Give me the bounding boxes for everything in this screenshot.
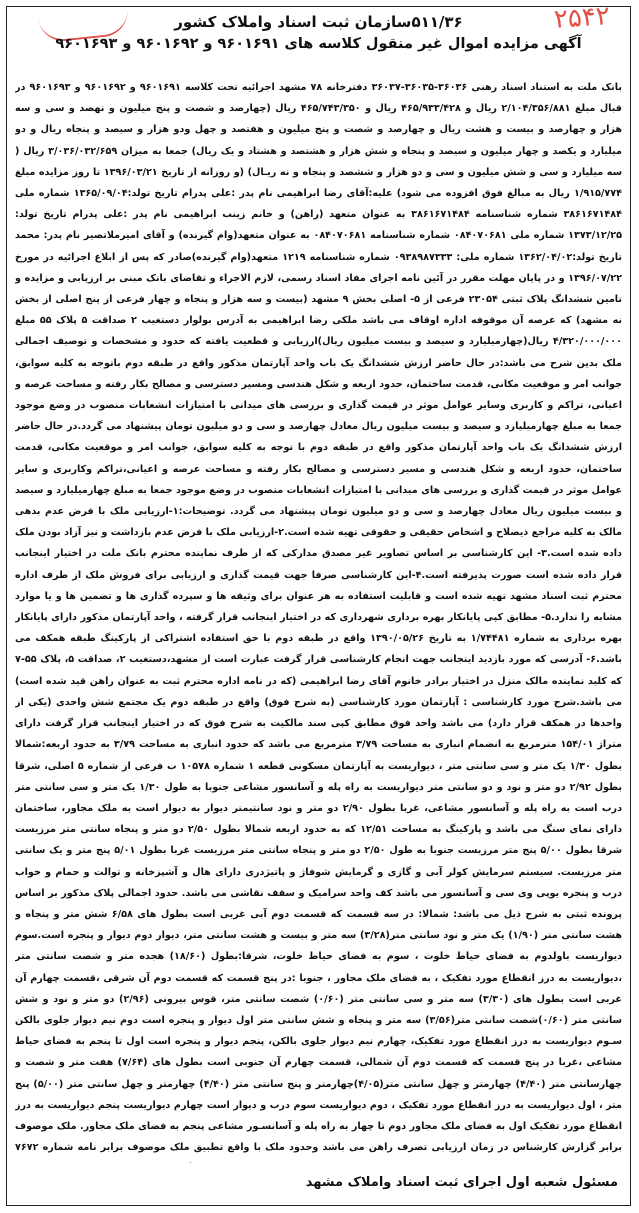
signature-line: مسئول شعبه اول اجرای ثبت اسناد واملاک مشهد	[305, 1175, 618, 1190]
notice-page	[6, 1, 631, 1206]
notice-header	[17, 11, 620, 55]
organization-title: ۵۱۱/۳۶سازمان ثبت اسناد واملاک کشور	[174, 13, 463, 31]
notice-body	[15, 77, 622, 1163]
notice-paragraph-details: توضیحات:۱-ارزیابی ملک با فرض عدم بدهی مالک به کلیه مراجع ذیصلاح و اشخاص حقیقی و حقوقی تهیه شده است.۲-ارزیابی ملک با فرض عدم بازداشت و نیز آزاد بودن ملک داده شده است.۳- این کارشناسی بر اساس تصاویر غیر مصدق مدارکی که از طرف نماینده محترم بانک ملت در اختیار اینجانب قرار داده شده است صورت پذیرفته است.۴-این کارشناسی صرفا جهت قیمت گذاری و ارزیابی برای فروش ملک از طرف اداره محترم ثبت اسناد مشهد تهیه شده است و قابلیت استفاده به هر عنوان برای وثیقه ها و سپرده گذاری ها و تضمین ها و یا موارد مشابه را ندارد.۵- مطابق کپی پایانکار بهره برداری شهرداری که در اختیار اینجانب قرار گرفته ، واحد آپارتمان مذکور دارای پایانکار بهره برداری به شماره ۱/۷۴۴۸۱ به تاریخ ۱۳۹۰/۰۵/۲۶ واقع در طبقه دوم با حق استفاده اشتراکی از پارکینگ طبقه همکف می باشد.۶- آدرسی که مورد بازدید اینجانب جهت انجام کارشناسی قرار گرفت عبارت است از مشهد،دستغیب ۲، صداقت ۵، پلاک ۵۵-۷ که کلید نماینده مالک منزل در اختیار برادر خانوم آقای رضا ابراهیمی (که در نامه اداره محترم ثبت به عنوان راهن قید شده است) می باشد.شرح مورد کارشناسی : آپارتمان مورد کارشناسی (به شرح فوق) واقع در طبقه دوم یک مجتمع شش واحدی (یکی از واحدها در همکف قرار دارد) می باشد واحد فوق مطابق کپی سند مالکیت به شرح فوق که در اختیار اینجانب قرار گرفت دارای متراژ ۱۵۴/۰۱ مترمربع به انضمام انباری به مساحت ۳/۷۹ مترمربع می باشد که حدود انباری به مساحت ۳/۷۹ به حدود اربعه:شمالا بطول ۱/۳۰ یک متر و سی سانتی متر ، دیواریست به آپارتمان مسکونی قطعه ۱ شماره ۱۰۵۷۸ ب فرعی از شماره ۵ اصلی، شرقا بطول ۲/۹۲ دو متر و نود و دو سانتی متر دیواریست به راه پله و آسانسور مشاعی جنوبا به طول ۱/۳۰ یک متر و سی سانتی متر درب است به راه پله و آسانسور مشاعی، غربا بطول ۲/۹۰ دو متر و نود سانتیمتر دیوار به دیوار است به ملک مجاور، ساختمان دارای نمای سنگ می باشد و پارکینگ به مساحت ۱۲/۵۱ که به حدود اربعه شمالا بطول ۲/۵۰ دو متر و پنجاه سانتی متر مرزیست شرقا بطول ۵/۰۰ پنج متر مرزیست جنوبا به طول ۲/۵۰ دو متر و پنجاه سانتی متر مرزیست غربا بطول ۵/۰۱ پنج متر و یک سانتی متر مرزیست. سیستم سرمایش کولر آبی و گازی و گرمایش شوفاژ و پاتیژدری دارای هال و آشپزخانه و توالت و حمام و خواب درب و پنجره یوپی وی سی و آسانسور می باشد کف واحد سرامیک و سقف نقاشی می باشد. حدود اجمالی پلاک مذکور بر اساس پرونده ثبتی به شرح ذیل می باشد: شمالا: در سه قسمت که قسمت دوم آبی غربی است بطول های ۶/۵۸ شش متر و پنجاه و هشت سانتی متر (۱/۹۰) یک متر و نود سانتی متر(۳/۲۸) سه متر و بیست و هشت سانتی متر، دیوار دوم دیوار و پنجره است.سوم دیواریست باولدوم به فضای حیاط خلوت ، سوم به فضای حیاط خلوت، شرقا:بطول (۱۸/۶۰) هجده متر و شصت سانتی متر ،دیواریست به درز انقطاع مورد تفکیک ، به فضای ملک مجاور ، جنوبا :در پنج قسمت که قسمت دوم آن شرقی ،قسمت چهارم آن غربی است بطول های (۳/۳۰) سه متر و سی سانتی متر (۰/۶۰) شصت سانتی متر، قوس بیرونی (۲/۹۶) دو متر و نود و شش سانتی متر (۰/۶۰)شصت سانتی متر(۳/۵۶) سه متر و پنجاه و شش سانتی متر اول دیوار و پنجره است دوم نیم دیوار جلوی بالکن سـوم دیواریست به درز انقطاع مورد تفکیک، چهارم نیم دیوار جلوی بالکن، پنجم دیوار و پنجره است اول تا پنجم به فضای حیاط مشاعی ،غربا در پنج قسمت که قسمت دوم آن شمالی، قسمت چهارم آن جنوبی است بطول های (۷/۶۴) هفت متر و شصت و چهارسانتی متر (۴/۴۰) چهارمتر و چهل سانتی متر(۴/۰۵)چهارمتر و پنج سانتی متر (۴/۴۰) چهارمتر و چهل سانتی متر (۵/۰۰) پنج متر ، اول دیواریست به درز انقطاع مورد تفکیک ، دوم دیواریست سوم درب و دیوار است چهارم دیواریست پنجم دیواریست به درز انقطاع مورد تفکیک اول به فضای ملک مجاور دوم تا چهار به راه پله و آسانسـور مشاعی پنجم به فضای ملک مجاور. ملک موصوف برابر گزارش کارشناس در زمان ارزیابی تصرف راهن می باشد وحدود ملک با واقع تطبیق ملک موصوف برابر نامه شماره ۷۶۷۲	[15, 506, 622, 1154]
handwritten-number: ۲۵۴۲	[553, 1, 611, 35]
notice-paragraph-main: بانک ملت به استناد اسناد رهنی ۳۶۰۳۶-۳۶۰۳۵-۳۶۰۳۷ دفترخانه ۷۸ مشهد اجرائیه تحت کلاسه ۹۶۰۱۶۹۱ و ۹۶۰۱۶۹۲ و ۹۶۰۱۶۹۳ در قبال مبلغ ۲/۱۰۴/۳۵۶/۸۸۱ ریال و ۴۶۵/۹۳۳/۴۲۸ ریال و ۴۶۵/۷۴۳/۳۵۰ ریال (چهارصد و شصت و پنج میلیون و نهصد و سی و سه هزار و چهارصد و بیست و هشت ریال و چهارصد و شصت و پنج میلیون و هفتصد و چهل ودو هزار و سیصد و پنجاه ریال و دو میلیارد و یکصد و چهار میلیون و سیصد و پنجاه و شش هزار و هشتصد و هشتاد و یک ریال) جمعا به میزان ۳/۰۳۶/۰۳۲/۶۵۹ ریال ( سه میلیارد و سی و شش میلیون و سی و دو هزار و ششصد و پنجاه و نه ریـال) (و روزانه از تاریخ ۱۳۹۶/۰۳/۲۱ تا روز مزایده مبلغ ۱/۹۱۵/۷۷۴ ریال به مبالغ فوق افزوده می شود) علیه:آقای رضا ابراهیمی نام پدر :علی پدرام تاریخ تولد:۱۳۶۵/۰۹/۰۴ شماره ملی ۳۸۶۱۶۷۱۴۸۴ شماره شناسنامه ۳۸۶۱۶۷۱۴۸۴ به عنوان متعهد (راهن) و خانم زینب ابراهیمی نام پدر :علی پدرام تاریخ تولد: ۱۳۷۳/۱۲/۲۵ شماره ملی ۰۸۴۰۷۰۶۸۱ شماره شناسنامه ۰۸۴۰۷۰۶۸۱ به عنوان متعهد(وام گیرنده) و آقای امیرملاتصیر نام پدر: محمد تاریخ تولد:۱۳۶۲/۰۴/۰۲ شماره ملی: ۰۹۳۸۹۸۷۳۳۳ شماره شناسنامه ۱۲۱۹ متعهد(وام گیرنده)صادر که پس از ابلاغ اجرائیه در مورخ ۱۳۹۶/۰۷/۲۲ و در پایان مهلت مقرر در آئین نامه اجرای مفاد اسناد رسمی، لازم الاجراء و تقاضای بانک مبنی بر ارزیابی و مزایده و تامین ششدانگ پلاک ثبتی ۲۳۰۵۴ فرعی از ۵- اصلی بخش ۹ مشهد (بیست و سه هزار و پنجاه و چهار فرعی از پنج اصلی از بخش نه مشهد) که عرصه آن موقوفه اداره اوقاف می باشد ملکی رضا ابراهیمی به آدرس بولوار دستغیب ۲ صداقت ۵ پلاک ۵۵ مبلغ ۴/۳۲۰/۰۰۰/۰۰۰ ریال(چهارمیلیارد و سیصد و بیست میلیون ریال)ارزیابی و قطعیت یافته که حدود و مشخصات و توصیف اجمالی ملک بدین شرح می باشد:در حال حاضر ارزش ششدانگ یک باب واحد آپارتمان مذکور واقع در طبقه دوم باتوجه به کلیه سوابق، جوانب امر و موقعیت مکانی، قدمت ساختمان، حدود اربعه و شکل هندسی ومسیر دسترسی و مصالح بکار رفته و مساحت عرصه و اعیانی، تراکم و کاربری وسایر عوامل موثر در قیمت گذاری و بررسی های میدانی با امتیازات انشعابات منصوب در وضع موجود جمعا به مبلغ چهارمیلیارد و سیصد و بیست میلیون ریال معادل چهارصد و سی و دو میلیون تومان پیشنهاد می گردد.در حال حاضر ارزش ششدانگ یک باب واحد آپارتمان مذکور واقع در طبقه دوم با توجه به کلیه سوابق، جوانب امر و موقعیت مکانی، قدمت ساختمان، حدود اربعه و شکل هندسی و مسیر دسترسی و مصالح بکار رفته و مساحت عرصه و اعیانی،تراکم وکاربری و سایر عوامل موثر در قیمت گذاری و بررسی های میدانی با امتیازات انشعابات منصوب در وضع موجود جمعا به مبلغ چهارمیلیارد و سیصد و بیست میلیون ریال معادل چهارصد و سی و دو میلیون تومان پیشنهاد می گردد.	[15, 82, 622, 518]
auction-title: آگهی مزایده اموال غیر منقول کلاسه های ۹۶۰۱۶۹۱ و ۹۶۰۱۶۹۲ و ۹۶۰۱۶۹۳	[55, 36, 582, 52]
